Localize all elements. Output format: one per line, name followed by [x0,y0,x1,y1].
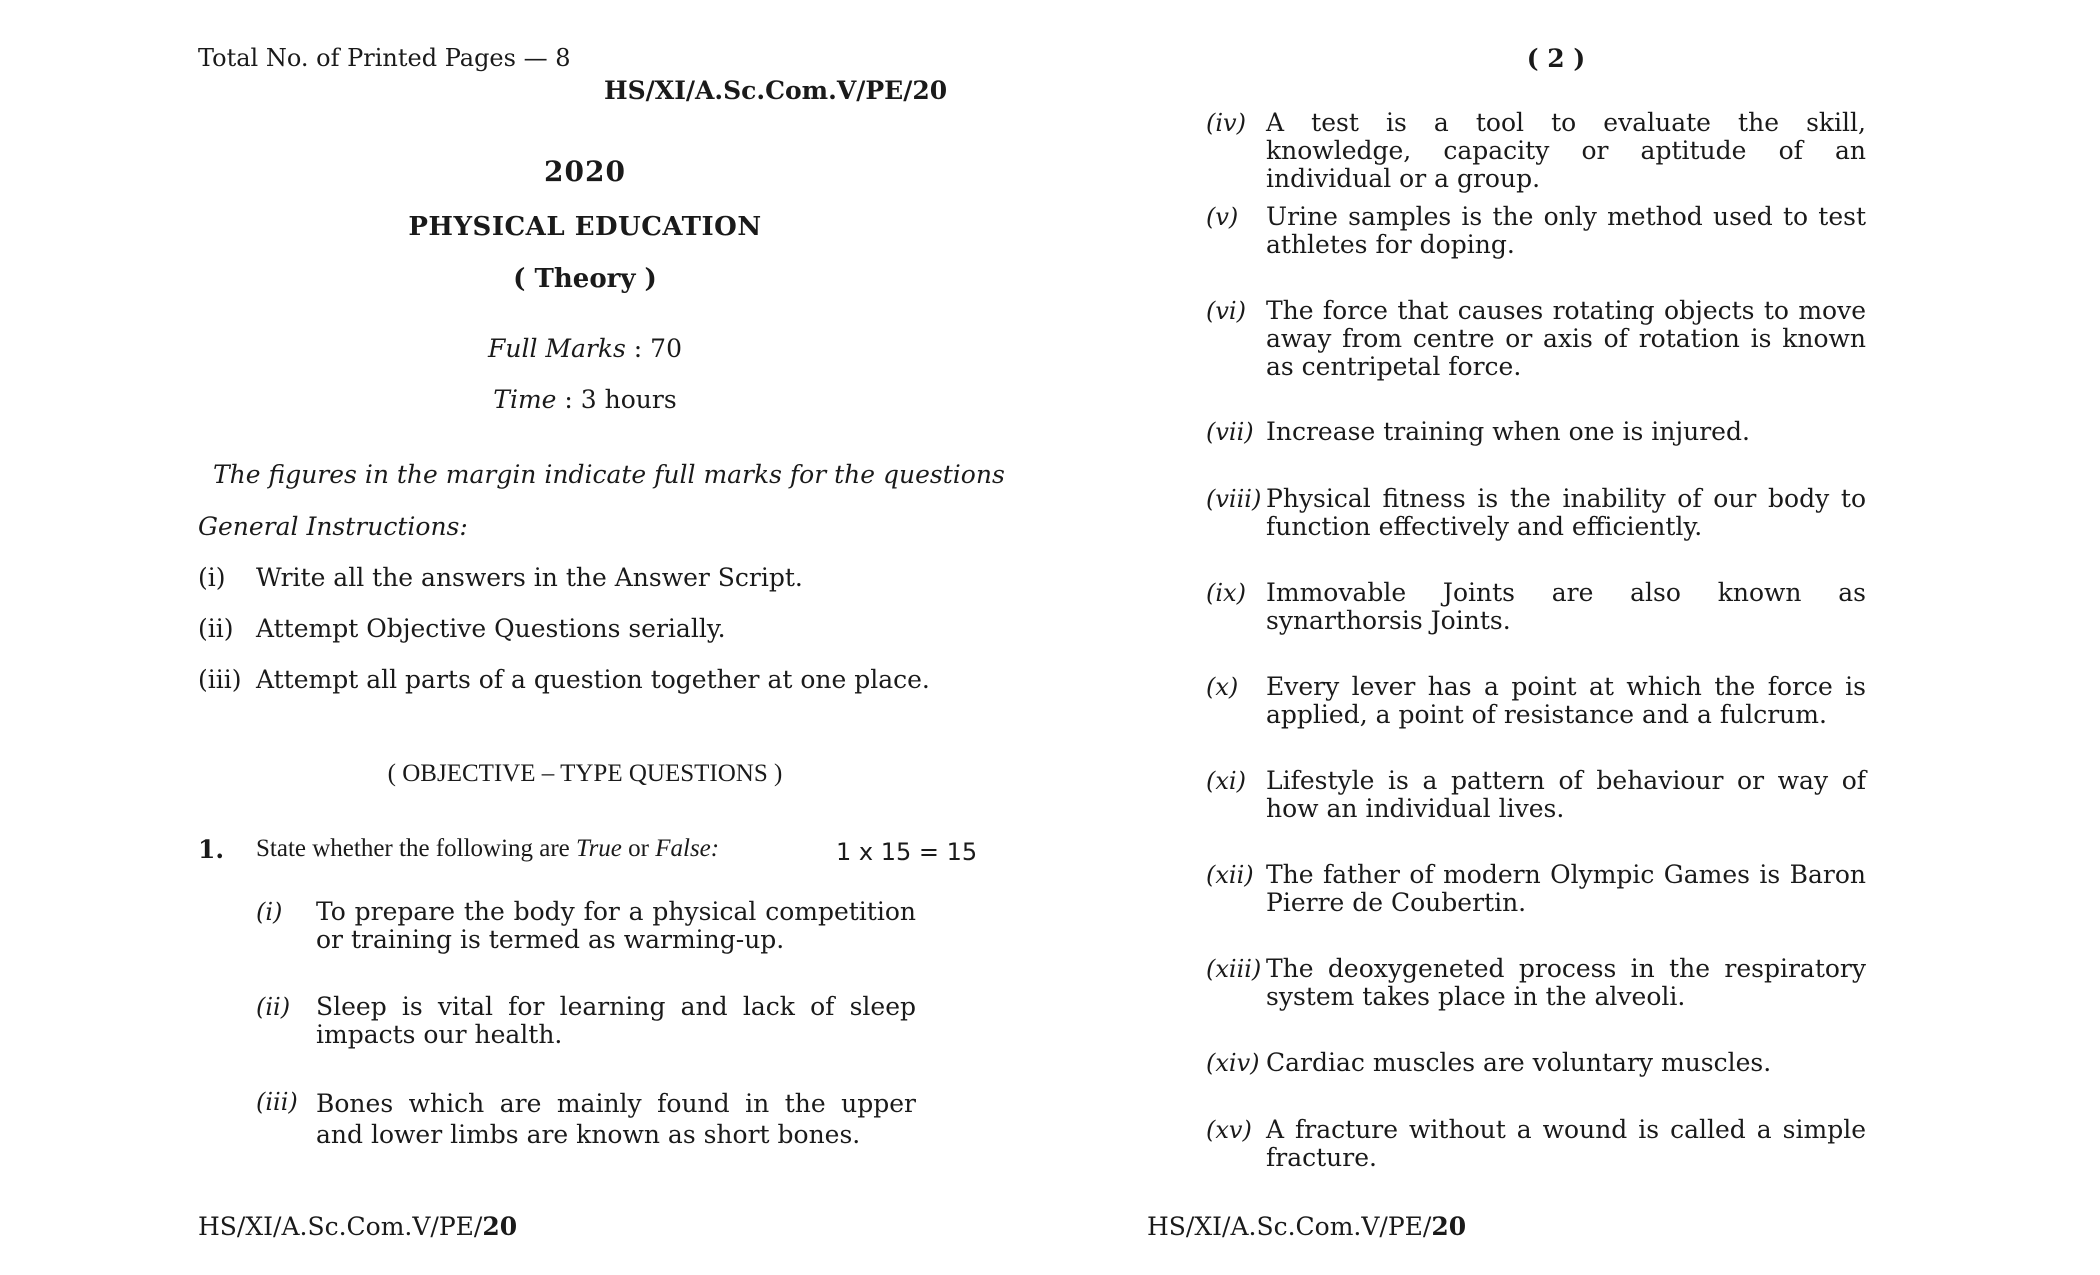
subject-title: PHYSICAL EDUCATION [408,212,762,242]
item-text: To prepare the body for a physical competition or training is termed as warming-up. [316,897,916,954]
item-text: The force that causes rotating objects to move away from centre or axis of rotation is known as centripetal force. [1266,296,1866,381]
list-item [1206,955,1926,1015]
item-text: Every lever has a point at which the force is applied, a point of resistance and a fulcrum. [1266,672,1866,729]
total-pages: Total No. of Printed Pages — 8 [198,44,571,72]
footer-code-text: HS/XI/A.Sc.Com.V/PE/ [198,1212,483,1241]
footer-code [1147,1212,1466,1241]
item-num: (viii) [1206,485,1262,513]
instruction-text: Write all the answers in the Answer Script. [256,563,803,592]
item-num: (vi) [1206,297,1246,325]
page-number: ( 2 ) [1526,44,1586,73]
item-num: (xii) [1206,861,1254,889]
item-num: (v) [1206,203,1239,231]
item-text: Lifestyle is a pattern of behaviour or way of how an individual lives. [1266,766,1866,823]
item-text: Physical fitness is the inability of our body to function effectively and efficiently. [1266,484,1866,541]
footer-code [198,1212,517,1241]
item-num: (iv) [1206,109,1246,137]
item-num: (xiv) [1206,1049,1260,1077]
full-marks [0,334,1170,363]
list-item [1206,1049,1926,1081]
time [0,385,1170,414]
item-text: The father of modern Olympic Games is Baron Pierre de Coubertin. [1266,860,1866,917]
footer-code-text: HS/XI/A.Sc.Com.V/PE/ [1147,1212,1432,1241]
item-text: Cardiac muscles are voluntary muscles. [1266,1048,1772,1077]
general-instructions-label: General Instructions: [198,512,468,541]
section-title: ( OBJECTIVE – TYPE QUESTIONS ) [387,760,783,787]
footer-code-year: 20 [1431,1212,1467,1241]
item-num: (vii) [1206,418,1254,446]
list-item [1206,673,1926,733]
paper-type: ( Theory ) [513,264,657,294]
question-prompt [256,835,719,863]
question-marks: 1 x 15 = 15 [836,838,978,866]
instruction-text: Attempt all parts of a question together at one place. [256,665,930,694]
item-text: Sleep is vital for learning and lack of sleep impacts our health. [316,992,916,1049]
list-item [256,993,916,1053]
list-item [1206,767,1926,827]
instruction-text: Attempt Objective Questions serially. [256,614,726,643]
prompt-true: True [576,835,622,862]
item-text: Increase training when one is injured. [1266,417,1750,446]
item-text: A test is a tool to evaluate the skill, knowledge, capacity or aptitude of an individual or a group. [1266,108,1866,193]
item-num: (xv) [1206,1116,1252,1144]
instruction-num: (iii) [198,665,242,694]
list-item [1206,579,1926,639]
prompt-or: or [621,835,656,862]
item-num: (ii) [256,993,291,1021]
item-num: (iii) [256,1088,298,1116]
item-num: (xi) [1206,767,1246,795]
margin-note: The figures in the margin indicate full marks for the questions [213,460,1005,489]
item-text: Urine samples is the only method used to test athletes for doping. [1266,202,1866,259]
time-label: Time [493,385,557,414]
list-item [1206,108,1926,193]
instruction-num: (i) [198,563,226,592]
paper-code: HS/XI/A.Sc.Com.V/PE/20 [604,76,948,105]
question-number: 1. [198,835,225,864]
item-text: The deoxygeneted process in the respiratory system takes place in the alveoli. [1266,954,1866,1011]
item-num: (i) [256,898,283,926]
time-value: : 3 hours [564,385,677,414]
item-text: Immovable Joints are also known as synarthorsis Joints. [1266,578,1866,635]
prompt-start: State whether the following are [256,835,577,862]
instruction-num: (ii) [198,614,234,643]
list-item [1206,861,1926,921]
item-text: Bones which are mainly found in the upper and lower limbs are known as short bones. [316,1089,916,1149]
list-item [1206,1116,1926,1176]
list-item [1206,297,1926,385]
page-right [1050,0,2100,1275]
footer-code-year: 20 [482,1212,518,1241]
list-item [1206,485,1926,545]
prompt-false: False: [655,835,720,862]
item-num: (xiii) [1206,955,1262,983]
exam-year: 2020 [544,155,626,188]
list-item [1206,203,1926,263]
item-num: (x) [1206,673,1239,701]
item-num: (ix) [1206,579,1246,607]
list-item [1206,418,1926,450]
list-item [256,1088,916,1152]
full-marks-value: : 70 [633,334,682,363]
list-item [256,898,916,958]
full-marks-label: Full Marks [488,334,626,363]
item-text: A fracture without a wound is called a simple fracture. [1266,1115,1866,1172]
